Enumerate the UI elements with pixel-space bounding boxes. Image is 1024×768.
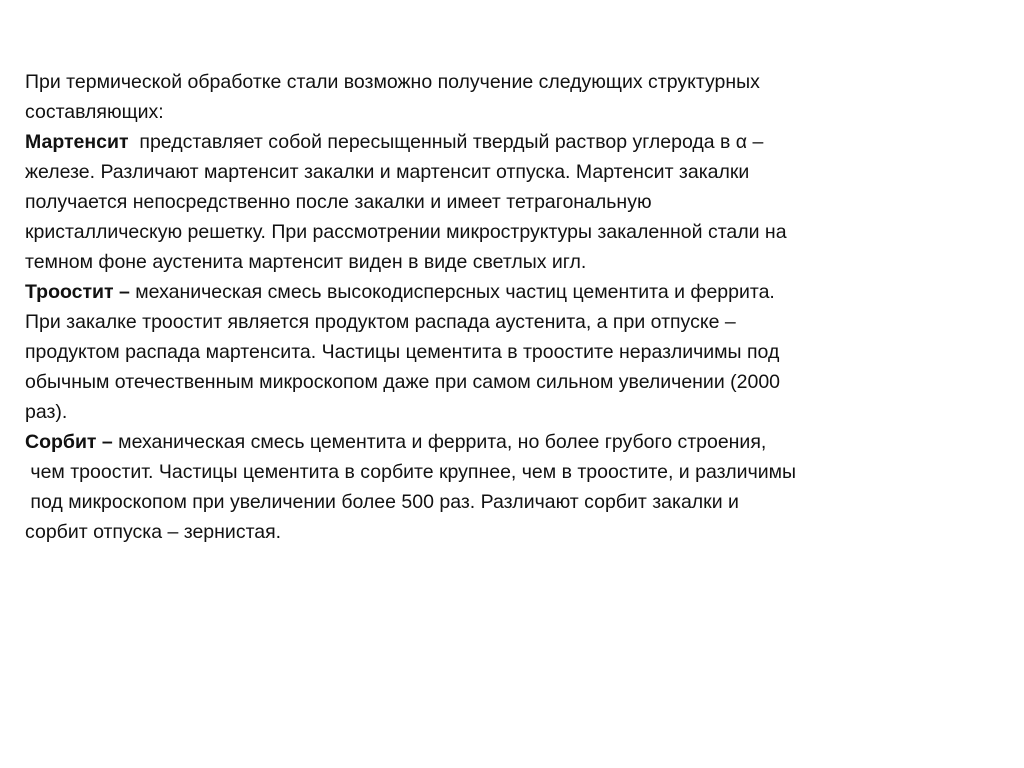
sorbite-line: под микроскопом при увеличении более 500 раз. Различают сорбит закалки и <box>25 491 739 513</box>
martensite-line: получается непосредственно после закалки и имеет тетрагональную <box>25 191 652 213</box>
troostite-line: раз). <box>25 401 68 423</box>
slide-text <box>25 67 985 547</box>
troostite-heading-line <box>25 277 985 307</box>
sorbite-line: сорбит отпуска – зернистая. <box>25 521 282 543</box>
martensite-line: кристаллическую решетку. При рассмотрении микроструктуры закаленной стали на <box>25 221 787 243</box>
intro-line: При термической обработке стали возможно получение следующих структурных <box>25 71 760 93</box>
sorbite-definition-start: механическая смесь цементита и феррита, но более грубого строения, <box>112 431 767 453</box>
sorbite-heading-line <box>25 427 985 457</box>
martensite-line: железе. Различают мартенсит закалки и мартенсит отпуска. Мартенсит закалки <box>25 161 750 183</box>
troostite-definition-start: механическая смесь высокодисперсных частиц цементита и феррита. <box>129 281 775 303</box>
troostite-line: При закалке троостит является продуктом распада аустенита, а при отпуске – <box>25 311 736 333</box>
intro-line: составляющих: <box>25 101 164 123</box>
martensite-heading-line <box>25 127 985 157</box>
martensite-definition-start: представляет собой пересыщенный твердый раствор углерода в α – <box>128 131 764 153</box>
sorbite-term: Сорбит – <box>25 431 113 453</box>
troostite-line: продуктом распада мартенсита. Частицы цементита в троостите неразличимы под <box>25 341 780 363</box>
martensite-term: Мартенсит <box>25 131 129 153</box>
martensite-line: темном фоне аустенита мартенсит виден в виде светлых игл. <box>25 251 587 273</box>
troostite-term: Троостит – <box>25 281 130 303</box>
troostite-line: обычным отечественным микроскопом даже при самом сильном увеличении (2000 <box>25 371 781 393</box>
sorbite-line: чем троостит. Частицы цементита в сорбите крупнее, чем в троостите, и различимы <box>25 461 797 483</box>
